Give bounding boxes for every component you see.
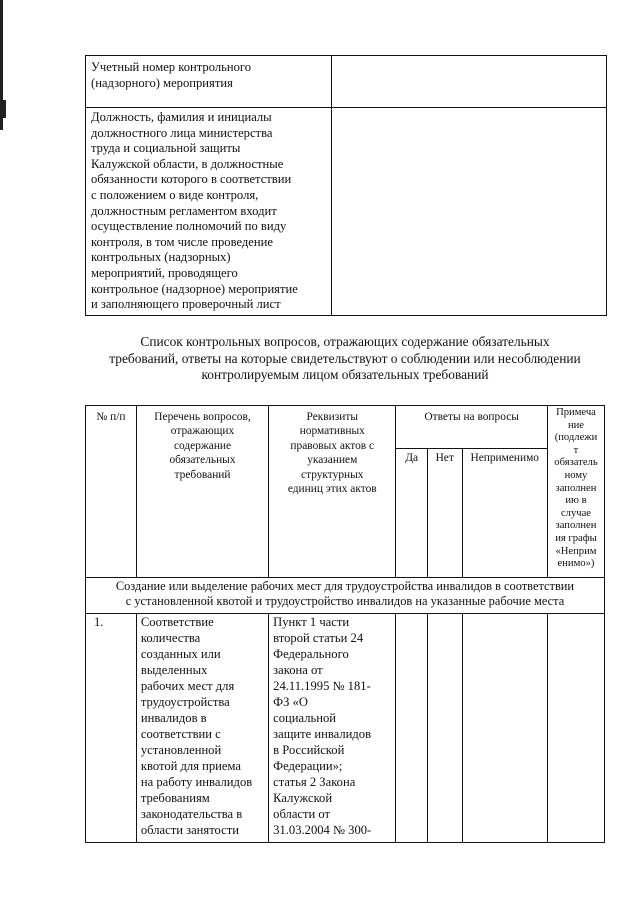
- info-row-official: [86, 108, 607, 316]
- row-number: 1.: [86, 614, 137, 843]
- header-not-applicable: Неприменимо: [462, 449, 547, 578]
- header-num: № п/п: [86, 406, 137, 578]
- header-requisites: Реквизиты нормативных правовых актов с указанием структурных единиц этих актов: [269, 406, 396, 578]
- header-yes: Да: [396, 449, 428, 578]
- row-answer-yes[interactable]: [396, 614, 428, 843]
- table-row: [86, 614, 605, 843]
- section-title: Создание или выделение рабочих мест для трудоустройства инвалидов в соответствии с установленной квотой и трудоустройство инвалидов на указанные рабочие места: [86, 578, 605, 614]
- questions-table: [85, 405, 605, 843]
- section-row: [86, 578, 605, 614]
- row-answer-not-applicable[interactable]: [462, 614, 547, 843]
- checklist-heading: Список контрольных вопросов, отражающих содержание обязательных требований, ответы на которые свидетельствуют о соблюдении или несоблюдении контролируемым лицом обязательных требований: [109, 334, 581, 382]
- header-row-main: [86, 406, 605, 449]
- header-answers: Ответы на вопросы: [396, 406, 548, 449]
- header-questions: Перечень вопросов, отражающих содержание обязательных требований: [136, 406, 268, 578]
- inspection-info-table: [85, 55, 607, 316]
- header-no: Нет: [427, 449, 462, 578]
- account-number-value[interactable]: [332, 56, 607, 108]
- scan-edge-tick: [0, 100, 6, 118]
- official-label: Должность, фамилия и инициалы должностного лица министерства труда и социальной защиты Калужской области, в должностные обязанности которого в соответствии с положением о виде контроля, должностным регламентом входит осуществление полномочий по виду контроля, в том числе проведение контрольных (надзорных) мероприятий, проводящего контрольное (надзорное) мероприятие и заполняющего проверочный лист: [86, 108, 332, 316]
- info-row-account-number: [86, 56, 607, 108]
- row-question: Соответствие количества созданных или выделенных рабочих мест для трудоустройства инвалидов в соответствии с установленной квотой для приема на работу инвалидов требованиям законодательства в области занятости: [136, 614, 268, 843]
- header-note: Примеча ние (подлежи т обязатель ному заполнен ию в случае заполнен ия графы «Неприм енимо»): [547, 406, 604, 578]
- official-value[interactable]: [332, 108, 607, 316]
- account-number-label: Учетный номер контрольного (надзорного) мероприятия: [86, 56, 332, 108]
- row-note[interactable]: [547, 614, 604, 843]
- row-answer-no[interactable]: [427, 614, 462, 843]
- row-requisites: Пункт 1 части второй статьи 24 Федерального закона от 24.11.1995 № 181- ФЗ «О социальной защите инвалидов в Российской Федерации»; статья 2 Закона Калужской области от 31.03.2004 № 300-: [269, 614, 396, 843]
